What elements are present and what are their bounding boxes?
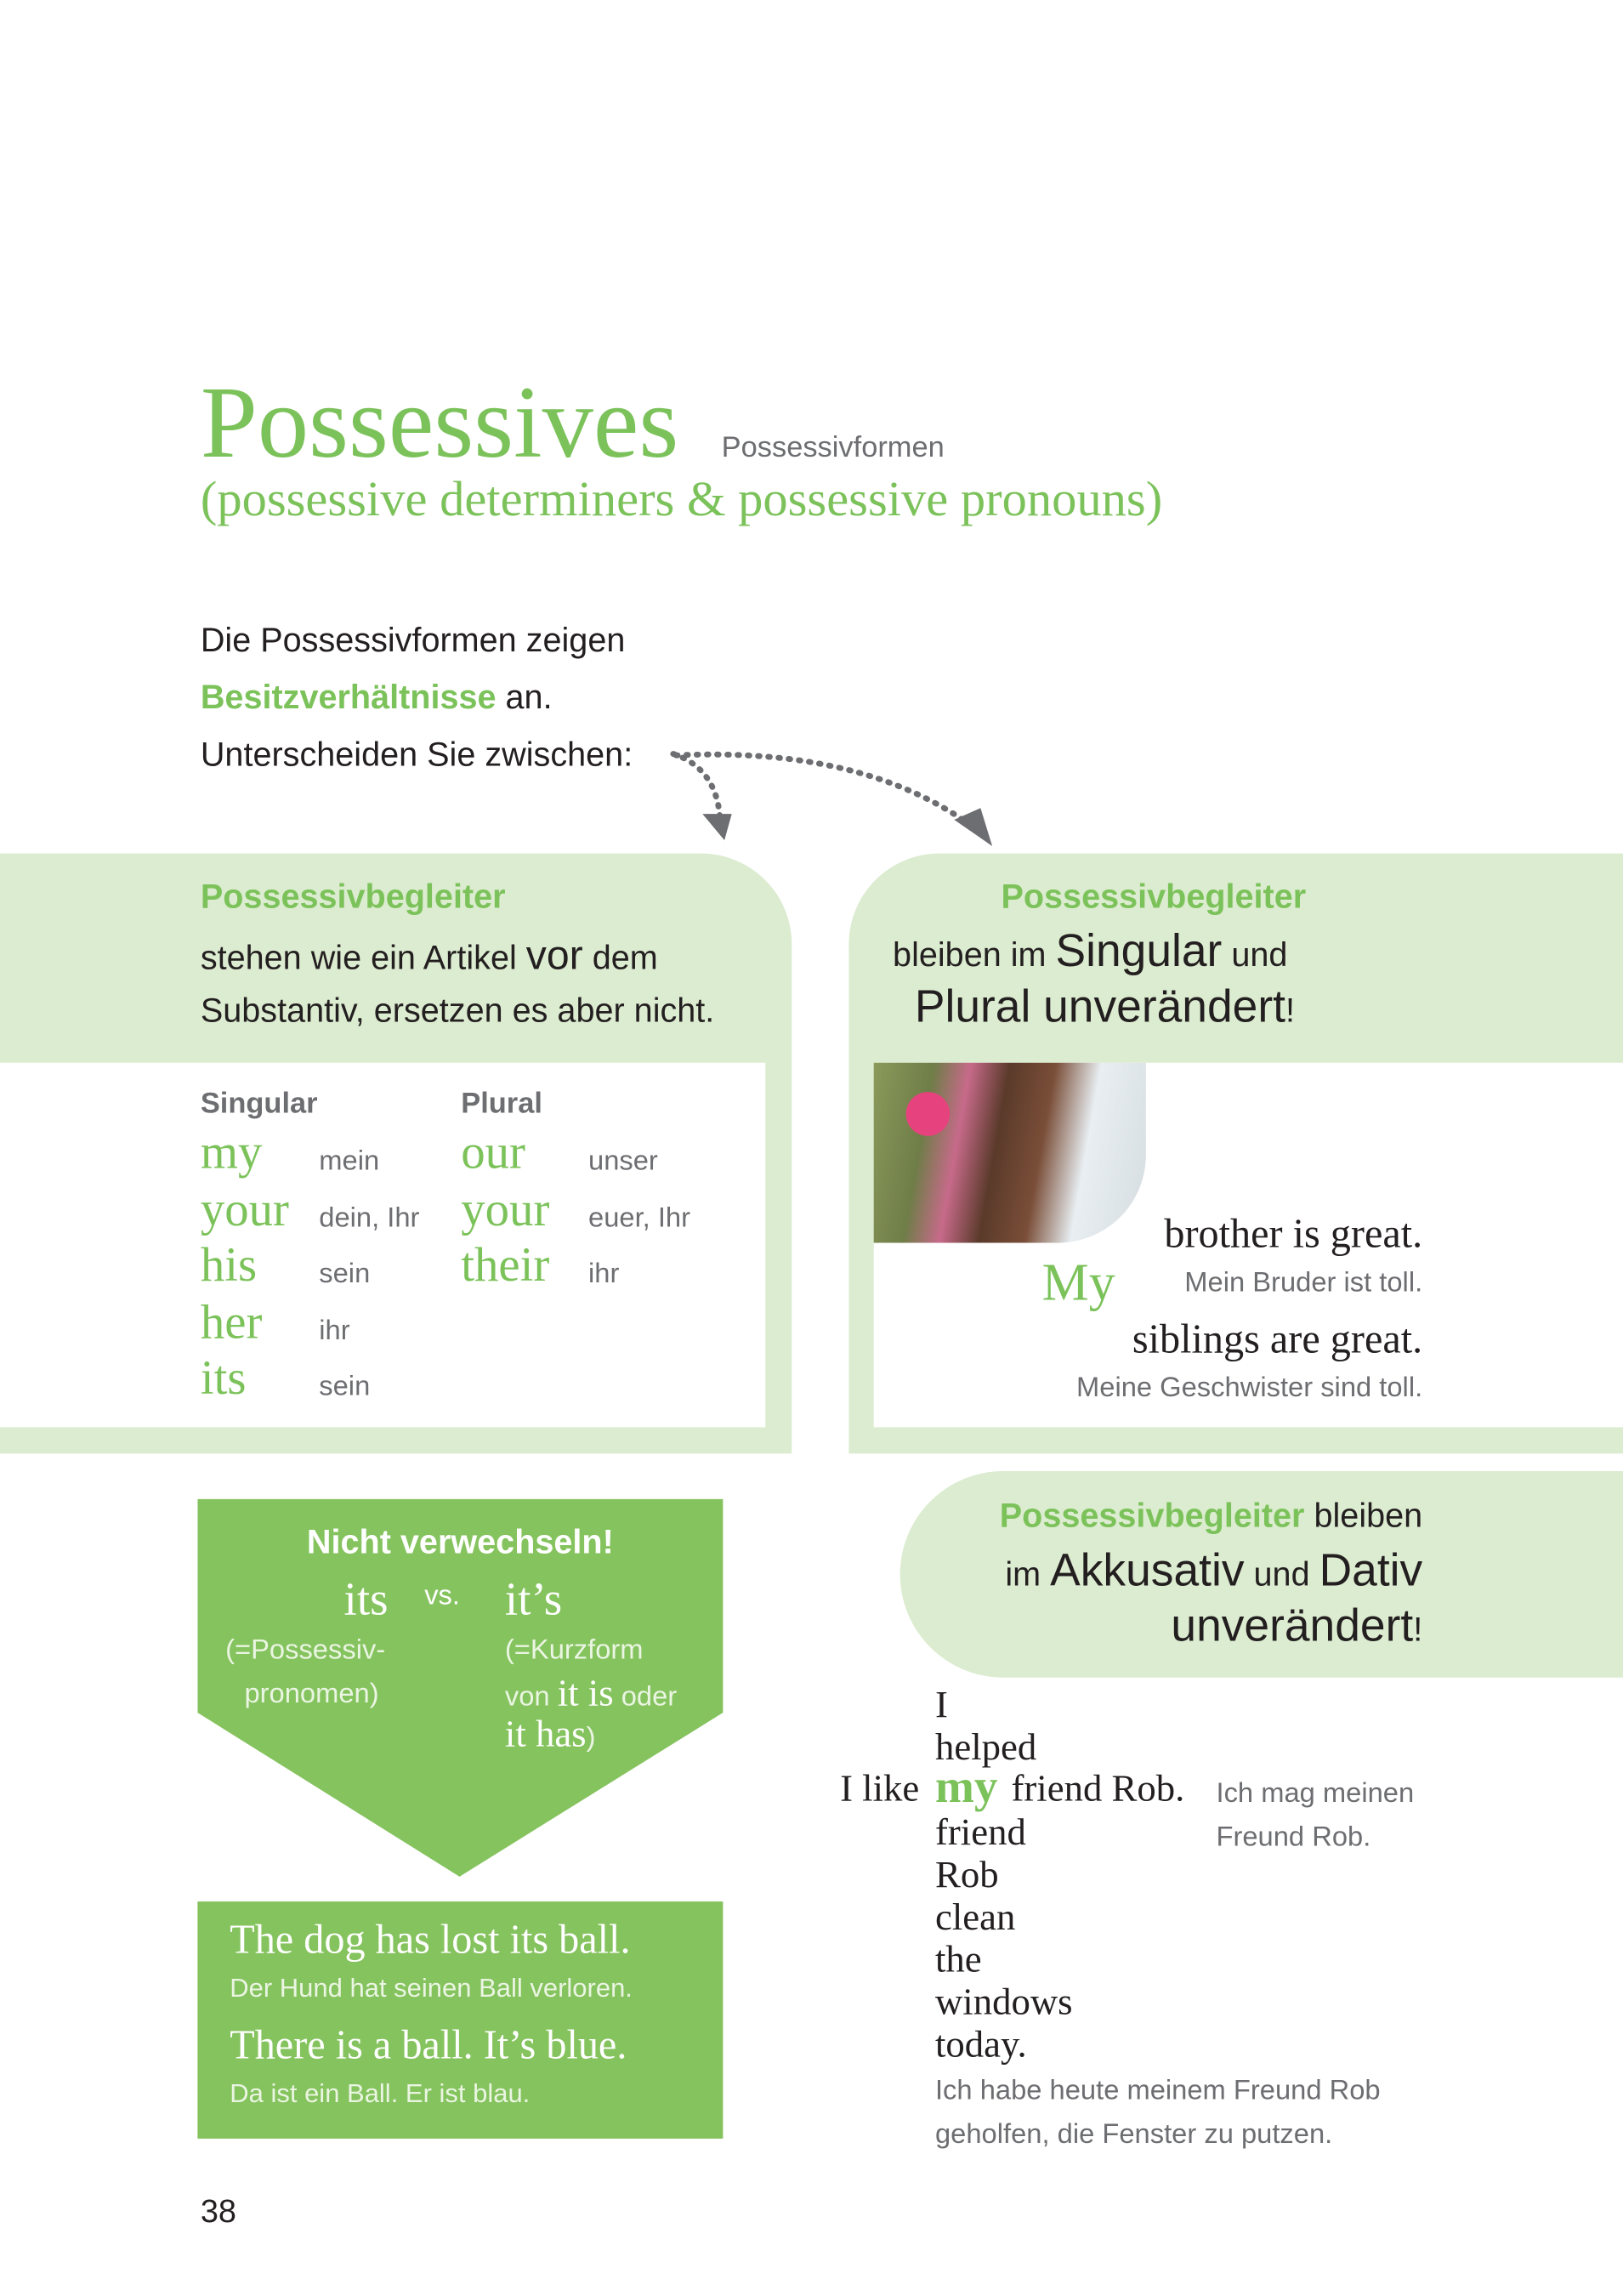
subtitle: (possessive determiners & possessive pronouns): [200, 473, 1163, 527]
singular-translation: dein, Ihr: [319, 1202, 420, 1234]
t: und: [1222, 935, 1288, 974]
example-2-de: Meine Geschwister sind toll.: [1076, 1372, 1423, 1404]
left-panel-text-1: [201, 933, 658, 980]
cross-de-1: Ich mag meinen: [1216, 1778, 1415, 1810]
left-panel-heading: Possessivbegleiter: [200, 877, 506, 915]
singular-translation: sein: [319, 1371, 371, 1403]
t-vor: vor: [525, 932, 583, 978]
left-panel-table: [0, 1063, 765, 1428]
example-1-de: Mein Bruder ist toll.: [1184, 1267, 1423, 1299]
warning-its: its: [343, 1571, 389, 1625]
cross-vertical-word: today.: [934, 2022, 1027, 2066]
singular-translation: ihr: [319, 1315, 350, 1346]
t: dem: [582, 938, 658, 977]
page-title: Possessives: [200, 367, 679, 480]
t: unverändert: [1171, 1600, 1414, 1651]
singular-label: Singular: [200, 1088, 318, 1120]
t: von: [504, 1681, 558, 1713]
warning-its-contraction: it’s: [504, 1571, 563, 1625]
my-word: My: [1041, 1253, 1115, 1312]
singular-translation: sein: [319, 1259, 371, 1290]
cross-vertical-word: Rob: [934, 1853, 999, 1896]
bubble-line-1: [1000, 1496, 1422, 1535]
plural-word: our: [461, 1127, 525, 1180]
example-2: siblings are great.: [1132, 1317, 1423, 1363]
example-it-s: There is a ball. It’s blue.: [230, 2022, 627, 2069]
t: bleiben: [1304, 1496, 1423, 1535]
example-it-s-de: Da ist ein Ball. Er ist blau.: [230, 2078, 531, 2108]
t: bleiben im: [893, 935, 1056, 974]
title-translation: Possessivformen: [721, 431, 945, 464]
singular-word: my: [200, 1127, 263, 1180]
cross-de-3: Ich habe heute meinem Freund Rob: [934, 2075, 1381, 2107]
t: Plural unverändert: [914, 980, 1285, 1032]
warning-title: Nicht verwechseln!: [306, 1522, 614, 1561]
t: Dativ: [1319, 1544, 1423, 1596]
plural-translation: unser: [588, 1145, 658, 1178]
cross-vertical-word: helped: [934, 1725, 1037, 1769]
singular-word: his: [200, 1240, 258, 1293]
intro-line-3: Unterscheiden Sie zwischen:: [200, 735, 633, 773]
plural-label: Plural: [461, 1088, 542, 1120]
plural-word: your: [461, 1183, 550, 1236]
warning-right-1: (=Kurzform: [504, 1634, 644, 1666]
left-panel-text-2: Substantiv, ersetzen es aber nicht.: [200, 991, 715, 1030]
cross-de-4: geholfen, die Fenster zu putzen.: [934, 2119, 1333, 2151]
cross-vertical-word: I: [934, 1683, 948, 1726]
cross-vertical-word: the: [934, 1938, 982, 1981]
dotted-arrows-icon: [0, 0, 1623, 878]
bubble-line-3: [1171, 1600, 1422, 1652]
cross-vertical-word: friend: [934, 1810, 1026, 1854]
flower-icon: [906, 1092, 951, 1136]
t: !: [1413, 1610, 1423, 1649]
singular-word: your: [200, 1183, 289, 1236]
t: ): [586, 1723, 596, 1754]
warning-left-1: (=Possessiv-: [225, 1634, 386, 1666]
singular-word: its: [200, 1352, 247, 1406]
singular-translation: mein: [319, 1145, 380, 1178]
example-1: brother is great.: [1164, 1212, 1423, 1258]
example-its-de: Der Hund hat seinen Ball verloren.: [230, 1973, 633, 2003]
t: !: [1285, 991, 1295, 1030]
intro-line-1: Die Possessivformen zeigen: [200, 620, 626, 659]
t: im: [1005, 1554, 1051, 1593]
t: it is: [557, 1671, 614, 1714]
warning-left-2: pronomen): [244, 1679, 379, 1710]
t: oder: [613, 1681, 678, 1713]
t: Possessivbegleiter: [999, 1496, 1305, 1535]
cross-right: friend Rob.: [1011, 1766, 1185, 1810]
intro-rest: an.: [496, 678, 553, 716]
warning-right-2: [505, 1672, 677, 1716]
singular-word: her: [200, 1296, 263, 1350]
cross-de-2: Freund Rob.: [1216, 1822, 1371, 1854]
t-singular: Singular: [1055, 924, 1223, 977]
plural-word: their: [461, 1240, 550, 1293]
t: it has: [504, 1713, 587, 1755]
right-panel-text-1: [893, 925, 1287, 978]
plural-translation: ihr: [588, 1259, 620, 1290]
warning-right-3: [505, 1713, 596, 1757]
children-photo: [874, 1063, 1146, 1243]
t: und: [1244, 1554, 1319, 1593]
cross-my: my: [934, 1759, 998, 1813]
warning-vs: vs.: [424, 1581, 461, 1612]
t: Akkusativ: [1050, 1544, 1245, 1596]
cross-vertical-word: windows: [934, 1981, 1073, 2023]
cross-left: I like: [840, 1766, 920, 1810]
intro-highlight: Besitzverhältnisse: [200, 678, 497, 716]
bubble-line-2: [1005, 1544, 1422, 1597]
t: stehen wie ein Artikel: [200, 938, 526, 977]
page-number: 38: [200, 2192, 236, 2230]
cross-vertical-word: clean: [934, 1895, 1016, 1939]
example-its: The dog has lost its ball.: [230, 1918, 631, 1964]
right-panel-text-2: [915, 980, 1295, 1033]
plural-translation: euer, Ihr: [588, 1202, 691, 1234]
right-panel-heading: Possessivbegleiter: [1001, 877, 1307, 915]
